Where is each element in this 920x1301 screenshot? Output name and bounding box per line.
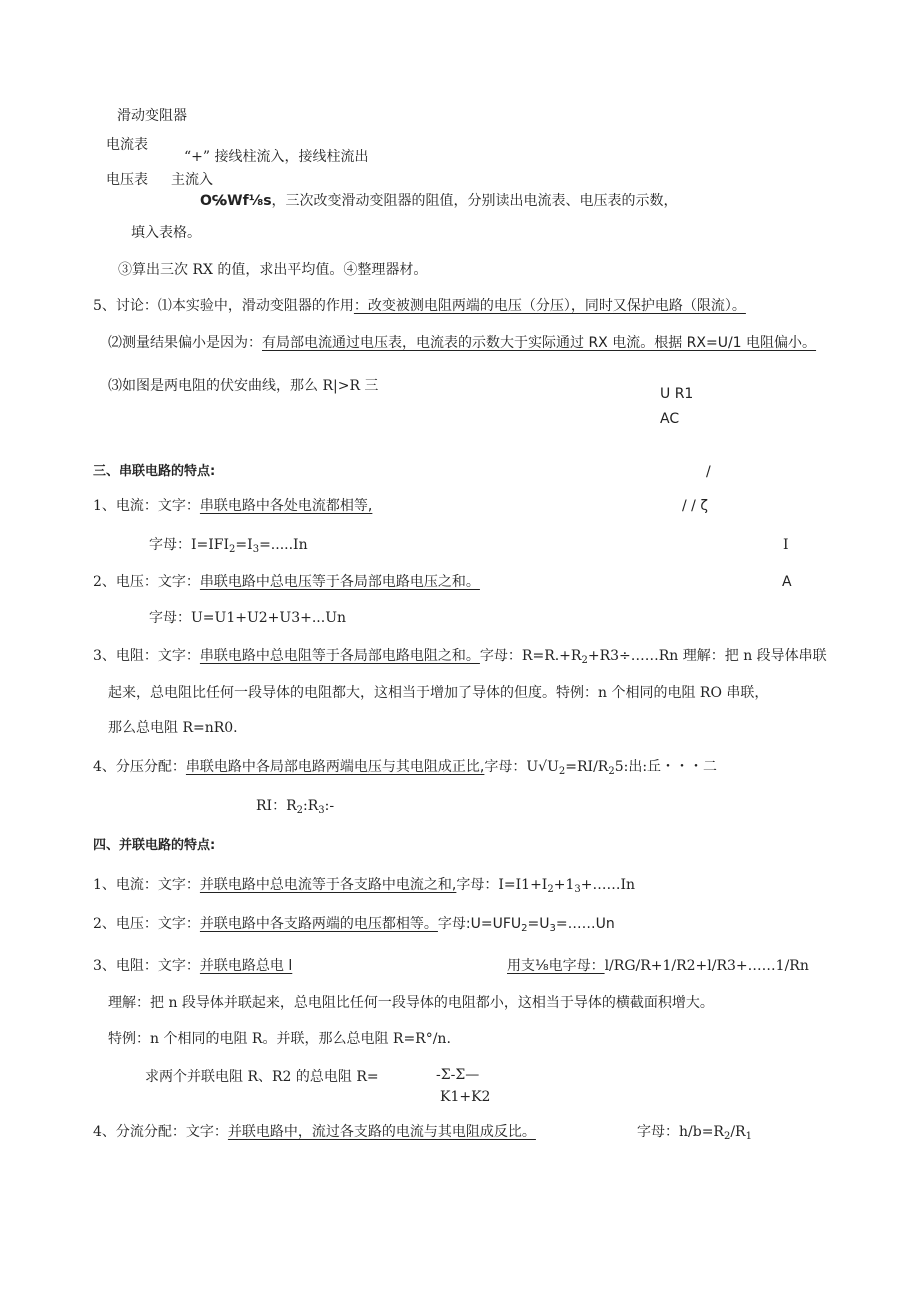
text-series-voltage: 串联电路中总电压等于各局部电路电压之和。 [199, 574, 480, 590]
text-letter-label-2: 字母： [637, 1124, 679, 1140]
figure-mark-zeta: / / ζ [682, 498, 708, 514]
formula-parallel-current: 字母：$I=I1+I_2+1_3+\dots\dots In$ [456, 877, 636, 895]
text-slide-rheostat: 滑动变阻器 [117, 108, 187, 124]
formula-parallel-resistance: l/RG/R+1/R2+l/R3+……1/Rn [604, 958, 809, 974]
text-ammeter: 电流表 [106, 137, 148, 153]
figure-mark-i: I [783, 537, 789, 553]
formula-series-ratio: RI：$R_2:R_3:-$ [256, 798, 335, 816]
text-parallel-current-label: 1、电流：文字： [93, 877, 200, 893]
text-letter-label: 字母： [149, 537, 191, 553]
text-parallel-resistance-mid: 用支⅛电字母： [507, 958, 605, 974]
text-discussion-2: ⑵测量结果偏小是因为： [108, 335, 262, 351]
answer-discussion-1: ：改变被测电阻两端的电压（分压），同时又保护电路（限流）。 [353, 298, 746, 314]
text-series-divider-label: 4、分压分配： [93, 759, 186, 775]
text-discussion-1: 5、讨论：⑴本实验中，滑动变阻器的作用 [93, 298, 354, 314]
text-parallel-voltage: 并联电路中各支路两端的电压都相等。 [199, 916, 438, 932]
text-parallel-resistance-label: 3、电阻：文字： [93, 958, 200, 974]
formula-parallel-voltage: 字母$:U=UFU_2=U_3=\dots\dots Un$ [437, 916, 615, 934]
formula-series-voltage: 字母：U=U1+U2+U3+...Un [149, 610, 347, 626]
figure-label-ac: AC [660, 411, 680, 427]
text-garbled: O℅Wf⅛s [200, 193, 272, 209]
text-voltmeter: 电压表 [106, 172, 148, 188]
text-parallel-resistance-explain: 理解：把 n 段导体并联起来，总电阻比任何一段导体的电阻都小，这相当于导体的横截面积增大。 [108, 995, 714, 1011]
text-series-current-label: 1、电流：文字： [93, 498, 200, 514]
text-terminal-flow: “+” 接线柱流入，接线柱流出 [184, 149, 369, 165]
formula-series-resistance: 字母：$R=R.+R_2+R3\div\dots\dots Rn$ 理解：把 n 段导体串联 [479, 648, 827, 666]
fraction-denominator: K1+K2 [440, 1089, 491, 1105]
text-series-resistance: 串联电路中总电阻等于各局部电路电阻之和。 [199, 648, 480, 664]
text-two-parallel-resistors: 求两个并联电阻 R、R2 的总电阻 R= [145, 1069, 379, 1085]
text-parallel-voltage-label: 2、电压：文字： [93, 916, 200, 932]
text-parallel-divider: 并联电路中，流过各支路的电流与其电阻成反比。 [227, 1124, 536, 1140]
text-series-divider: 串联电路中各局部电路两端电压与其电阻成正比, [185, 759, 485, 775]
text-series-current: 串联电路中各处电流都相等, [199, 498, 373, 514]
answer-discussion-2: 有局部电流通过电压表，电流表的示数大于实际通过 RX 电流。根据 RX=U/1 电阻偏小。 [262, 335, 817, 351]
text-series-resistance-special: 那么总电阻 R=nR0. [108, 720, 238, 736]
text-parallel-divider-label: 4、分流分配：文字： [93, 1124, 228, 1140]
text-parallel-resistance-special: 特例：n 个相同的电阻 R。并联，那么总电阻 R=R°/n. [108, 1031, 451, 1047]
formula-series-current: $I=IFI_2=I_3=.....In$ [191, 537, 308, 555]
heading-series-circuit: 三、串联电路的特点: [93, 464, 216, 479]
text-fill-table: 填入表格。 [131, 225, 201, 241]
text-series-resistance-label: 3、电阻：文字： [93, 648, 200, 664]
formula-series-divider: 字母：$U√U_2=RI/R_25$:出:丘・・・二 [484, 759, 718, 777]
text-parallel-resistance: 并联电路总电 l [199, 958, 293, 974]
formula-parallel-divider: $h/b=R_2/R_1$ [679, 1124, 752, 1142]
heading-parallel-circuit: 四、并联电路的特点: [93, 838, 216, 853]
text-series-voltage-label: 2、电压：文字： [93, 574, 200, 590]
text-discussion-3: ⑶如图是两电阻的伏安曲线，那么 R|>R 三 [108, 378, 379, 394]
text-step-average: ③算出三次 RX 的值，求出平均值。④整理器材。 [118, 262, 428, 278]
text-step-change-resistance: ，三次改变滑动变阻器的阻值，分别读出电流表、电压表的示数， [271, 193, 678, 209]
figure-mark-a: A [782, 574, 792, 590]
figure-label-ur1: U R1 [660, 386, 694, 402]
text-series-resistance-explain: 起来，总电阻比任何一段导体的电阻都大，这相当于增加了导体的但度。特例：n 个相同的电阻 RO 串联， [108, 685, 769, 701]
text-main-inflow: 主流入 [171, 172, 213, 188]
fraction-numerator: -Σ-Σ— [436, 1067, 480, 1083]
figure-mark-slash: / [706, 464, 711, 480]
text-parallel-current: 并联电路中总电流等于各支路中电流之和, [199, 877, 457, 893]
